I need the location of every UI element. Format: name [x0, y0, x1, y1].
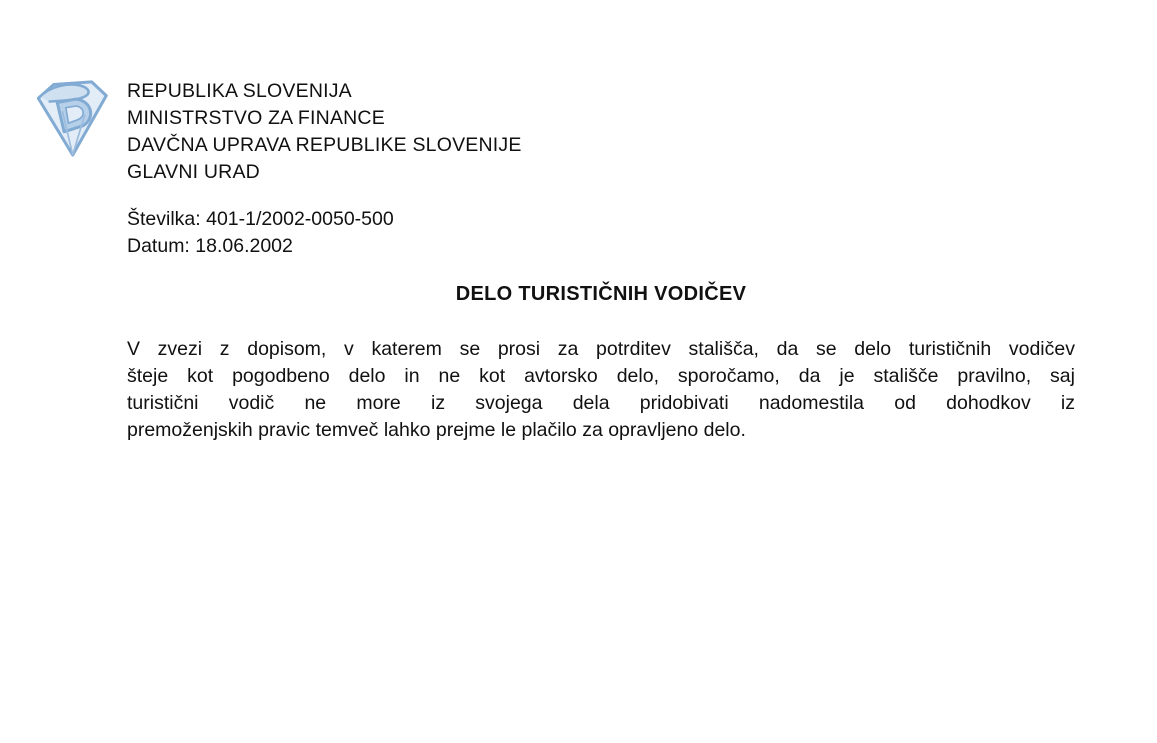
letterhead-line-republic: REPUBLIKA SLOVENIJA [127, 80, 352, 102]
letterhead-line-ministry: MINISTRSTVO ZA FINANCE [127, 107, 385, 129]
letterhead-line-main-office: GLAVNI URAD [127, 161, 260, 183]
letterhead [127, 78, 522, 186]
document-number: Številka: 401-1/2002-0050-500 [127, 208, 394, 230]
reference-block [127, 206, 394, 260]
document-date: Datum: 18.06.2002 [127, 235, 293, 257]
document-title: DELO TURISTIČNIH VODIČEV [455, 283, 747, 305]
body-line: premoženjskih pravic temveč lahko prejme le plačilo za opravljeno delo. [127, 419, 746, 441]
body-line: V zvezi z dopisom, v katerem se prosi za potrditev stališča, da se delo turističnih vodičev [127, 338, 1075, 360]
body-paragraph [127, 336, 1075, 444]
body-line: turistični vodič ne more iz svojega dela pridobivati nadomestila od dohodkov iz [127, 392, 1075, 414]
body-line: šteje kot pogodbeno delo in ne kot avtorsko delo, sporočamo, da je stališče pravilno, saj [127, 365, 1075, 387]
ministry-gem-logo-icon [28, 74, 114, 162]
letterhead-line-tax-administration: DAVČNA UPRAVA REPUBLIKE SLOVENIJE [127, 134, 522, 156]
